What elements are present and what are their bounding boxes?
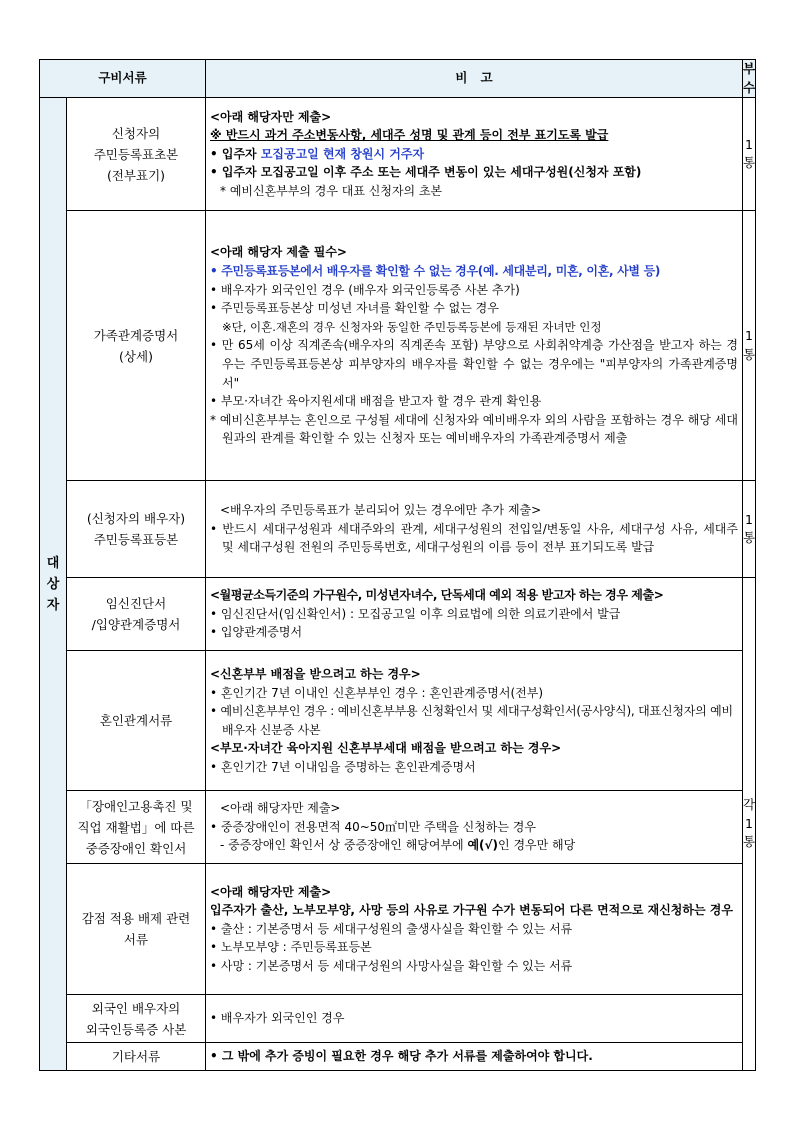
shared-copies: 각1통 [743, 578, 756, 1071]
table-row [40, 1043, 756, 1071]
doc-remarks: • 그 밖에 추가 증빙이 필요한 경우 해당 추가 서류를 제출하여야 합니다. [206, 1043, 743, 1071]
doc-copies: 1통 [743, 98, 756, 211]
doc-name: 기타서류 [67, 1043, 206, 1071]
required-documents-table [39, 59, 756, 1071]
doc-copies: 1통 [743, 481, 756, 578]
table-row [40, 651, 756, 791]
doc-copies: 1통 [743, 211, 756, 481]
header-copies: 부수 [743, 60, 756, 98]
doc-name: 감점 적용 배제 관련 서류 [67, 864, 206, 995]
table-row [40, 864, 756, 995]
doc-name: 「장애인고용촉진 및 직업 재활법」에 따른 중증장애인 확인서 [67, 791, 206, 864]
doc-name: (신청자의 배우자) 주민등록표등본 [67, 481, 206, 578]
doc-remarks: <아래 해당자만 제출> 입주자가 출산, 노부모부양, 사망 등의 사유로 가구원 수가 변동되어 다른 면적으로 재신청하는 경우 • 출산 : 기본증명서 등 세대구성원의 출생사실을 확인할 수 있는 서류 • 노부모부양 : 주민등록표등본 • 사망 : 기본증명서 등 세대구성원의 사망사실을 확인할 수 있는 서류 [206, 864, 743, 995]
doc-name: 혼인관계서류 [67, 651, 206, 791]
doc-remarks: <아래 해당자만 제출> • 중증장애인이 전용면적 40~50㎡미만 주택을 신청하는 경우 - 중증장애인 확인서 상 중증장애인 해당여부에 예(√)인 경우만 해당 [206, 791, 743, 864]
side-label-target: 대 상 자 [40, 98, 67, 1071]
table-row [40, 995, 756, 1043]
doc-remarks: <월평균소득기준의 가구원수, 미성년자녀수, 단독세대 예외 적용 받고자 하는 경우 제출> • 임신진단서(임신확인서) : 모집공고일 이후 의료법에 의한 의료기관에서 발급 • 입양관계증명서 [206, 578, 743, 651]
doc-name: 신청자의 주민등록표초본 (전부표기) [67, 98, 206, 211]
table-row [40, 578, 756, 651]
table-row [40, 98, 756, 211]
doc-remarks: <신혼부부 배점을 받으려고 하는 경우> • 혼인기간 7년 이내인 신혼부부인 경우 : 혼인관계증명서(전부) • 예비신혼부부인 경우 : 예비신혼부부용 신청확인서 및 세대구성확인서(공사양식), 대표신청자의 예비배우자 신분증 사본 <부모·자녀간 육아지원 신혼부부세대 배점을 받으려고 하는 경우> • 혼인기간 7년 이내임을 증명하는 혼인관계증명서 [206, 651, 743, 791]
header-remarks: 비 고 [206, 60, 743, 98]
doc-remarks: <아래 해당자 제출 필수> • 주민등록표등본에서 배우자를 확인할 수 없는 경우(예. 세대분리, 미혼, 이혼, 사별 등) • 배우자가 외국인인 경우 (배우자 외국인등록증 사본 추가) • 주민등록표등본상 미성년 자녀를 확인할 수 없는 경우 ※단, 이혼.재혼의 경우 신청자와 동일한 주민등록등본에 등재된 자녀만 인정 • 만 65세 이상 직계존속(배우자의 직계존속 포함) 부양으로 사회취약계층 가산점을 받고자 하는 경우는 주민등록표등본상 피부양자의 배우자를 확인할 수 없는 경우에는 "피부양자의 가족관계증명서" • 부모·자녀간 육아지원세대 배점을 받고자 할 경우 관계 확인용 * 예비신혼부부는 혼인으로 구성될 세대에 신청자와 예비배우자 외의 사람을 포함하는 경우 해당 세대원과의 관계를 확인할 수 있는 신청자 또는 예비배우자의 가족관계증명서 제출 [206, 211, 743, 481]
header-row [40, 60, 756, 98]
doc-name: 가족관계증명서 (상세) [67, 211, 206, 481]
doc-name: 외국인 배우자의 외국인등록증 사본 [67, 995, 206, 1043]
doc-remarks: • 배우자가 외국인인 경우 [206, 995, 743, 1043]
doc-remarks: <배우자의 주민등록표가 분리되어 있는 경우에만 추가 제출> • 반드시 세대구성원과 세대주와의 관계, 세대구성원의 전입일/변동일 사유, 세대구성 사유, 세대주 및 세대구성원 전원의 주민등록번호, 세대구성원의 이름 등이 전부 표기되도록 발급 [206, 481, 743, 578]
header-documents: 구비서류 [40, 60, 206, 98]
table-row [40, 791, 756, 864]
doc-remarks: <아래 해당자만 제출> ※ 반드시 과거 주소변동사항, 세대주 성명 및 관계 등이 전부 표기도록 발급 • 입주자 모집공고일 현재 창원시 거주자 • 입주자 모집공고일 이후 주소 또는 세대주 변동이 있는 세대구성원(신청자 포함) * 예비신혼부부의 경우 대표 신청자의 초본 [206, 98, 743, 211]
table-row [40, 211, 756, 481]
doc-name: 임신진단서 /입양관계증명서 [67, 578, 206, 651]
table-row [40, 481, 756, 578]
